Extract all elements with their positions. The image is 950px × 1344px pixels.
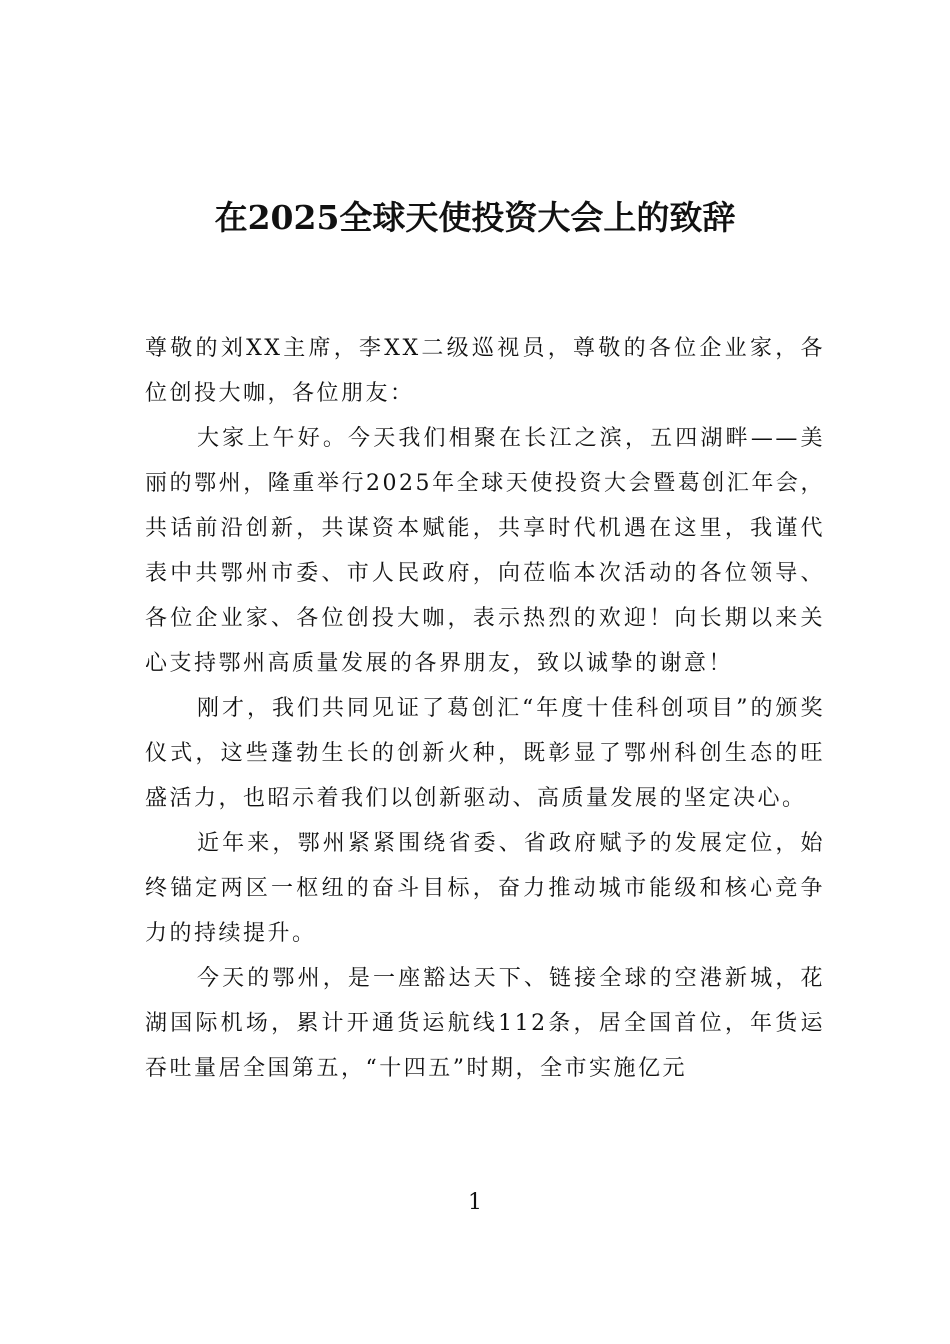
- document-title: 在2025全球天使投资大会上的致辞: [214, 198, 736, 237]
- paragraph: 刚才，我们共同见证了葛创汇“年度十佳科创项目”的颁奖仪式，这些蓬勃生长的创新火种，既彰显了鄂州科创生态的旺盛活力，也昭示着我们以创新驱动、高质量发展的坚定决心。: [145, 696, 825, 811]
- document-body: [145, 326, 825, 1091]
- paragraph: 大家上午好。今天我们相聚在长江之滨，五四湖畔——美丽的鄂州，隆重举行2025年全球天使投资大会暨葛创汇年会，共话前沿创新，共谋资本赋能，共享时代机遇在这里，我谨代表中共鄂州市委、市人民政府，向莅临本次活动的各位领导、各位企业家、各位创投大咖，表示热烈的欢迎！向长期以来关心支持鄂州高质量发展的各界朋友，致以诚挚的谢意！: [145, 426, 825, 676]
- page-number: 1: [468, 1190, 482, 1215]
- salutation: 尊敬的刘XX主席，李XX二级巡视员，尊敬的各位企业家，各位创投大咖，各位朋友：: [145, 336, 825, 406]
- paragraph: 近年来，鄂州紧紧围绕省委、省政府赋予的发展定位，始终锚定两区一枢纽的奋斗目标，奋力推动城市能级和核心竞争力的持续提升。: [145, 831, 825, 946]
- paragraph: 今天的鄂州，是一座豁达天下、链接全球的空港新城，花湖国际机场，累计开通货运航线112条，居全国首位，年货运吞吐量居全国第五，“十四五”时期，全市实施亿元: [145, 966, 825, 1081]
